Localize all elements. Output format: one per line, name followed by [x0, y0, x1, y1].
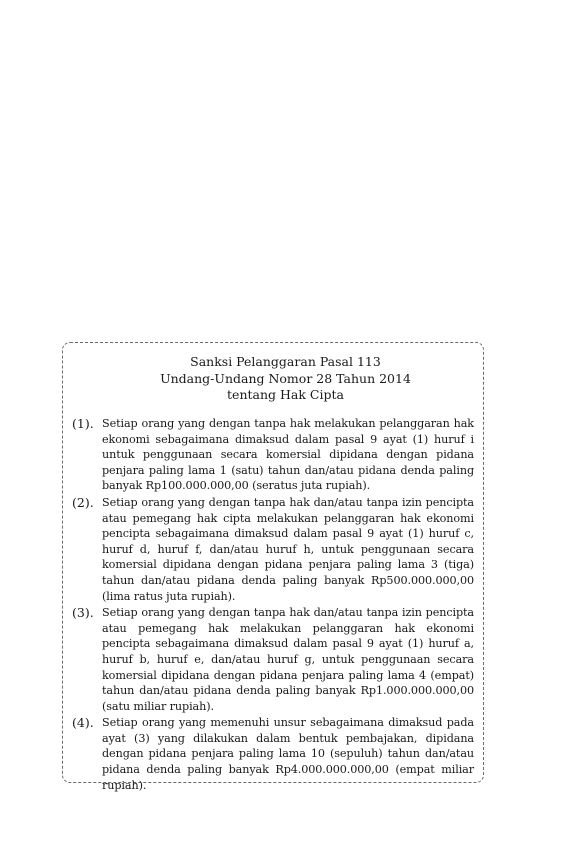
sanction-item-2 — [72, 495, 474, 604]
item-number: (3). — [72, 605, 94, 621]
sanction-item-3 — [72, 605, 474, 714]
notice-heading — [0, 354, 561, 404]
item-text: Setiap orang yang dengan tanpa hak dan/atau tanpa izin pencipta atau pemegang hak cipta melakukan pelanggaran hak ekonomi pencipta sebagaimana dimaksud dalam pasal 9 ayat (1) huruf c, huruf d, huruf f, dan/atau huruf h, untuk penggunaan secara komersial dipidana dengan pidana penjara paling lama 3 (tiga) tahun dan/atau pidana denda paling banyak Rp500.000.000,00 (lima ratus juta rupiah). — [102, 495, 474, 603]
sanction-item-4 — [72, 715, 474, 793]
sanction-item-1 — [72, 416, 474, 494]
item-number: (4). — [72, 715, 94, 731]
item-number: (1). — [72, 416, 94, 431]
item-text: Setiap orang yang dengan tanpa hak dan/atau tanpa izin pencipta atau pemegang hak melakukan pelanggaran hak ekonomi pencipta sebagaimana dimaksud dalam pasal 9 ayat (1) huruf a, huruf b, huruf e, dan/atau huruf g, untuk penggunaan secara komersial dipidana dengan pidana penjara paling lama 4 (empat) tahun dan/atau pidana denda paling banyak Rp1.000.000.000,00 (satu miliar rupiah). — [102, 606, 474, 713]
heading-title: Sanksi Pelanggaran Pasal 113 — [190, 354, 381, 369]
item-text: Setiap orang yang memenuhi unsur sebagaimana dimaksud pada ayat (3) yang dilakukan dalam bentuk pembajakan, dipidana dengan pidana penjara paling lama 10 (sepuluh) tahun dan/atau pidana denda paling banyak Rp4.000.000.000,00 (empat miliar rupiah). — [102, 716, 474, 792]
item-text: Setiap orang yang dengan tanpa hak melakukan pelanggaran hak ekonomi sebagaimana dimaksud dalam pasal 9 ayat (1) huruf i untuk penggunaan secara komersial dipidana dengan pidana penjara paling lama 1 (satu) tahun dan/atau pidana denda paling banyak Rp100.000.000,00 (seratus juta rupiah). — [102, 417, 474, 493]
sanction-list — [72, 416, 474, 794]
heading-subject: tentang Hak Cipta — [227, 387, 344, 402]
item-number: (2). — [72, 494, 94, 510]
heading-law: Undang-Undang Nomor 28 Tahun 2014 — [160, 370, 411, 386]
